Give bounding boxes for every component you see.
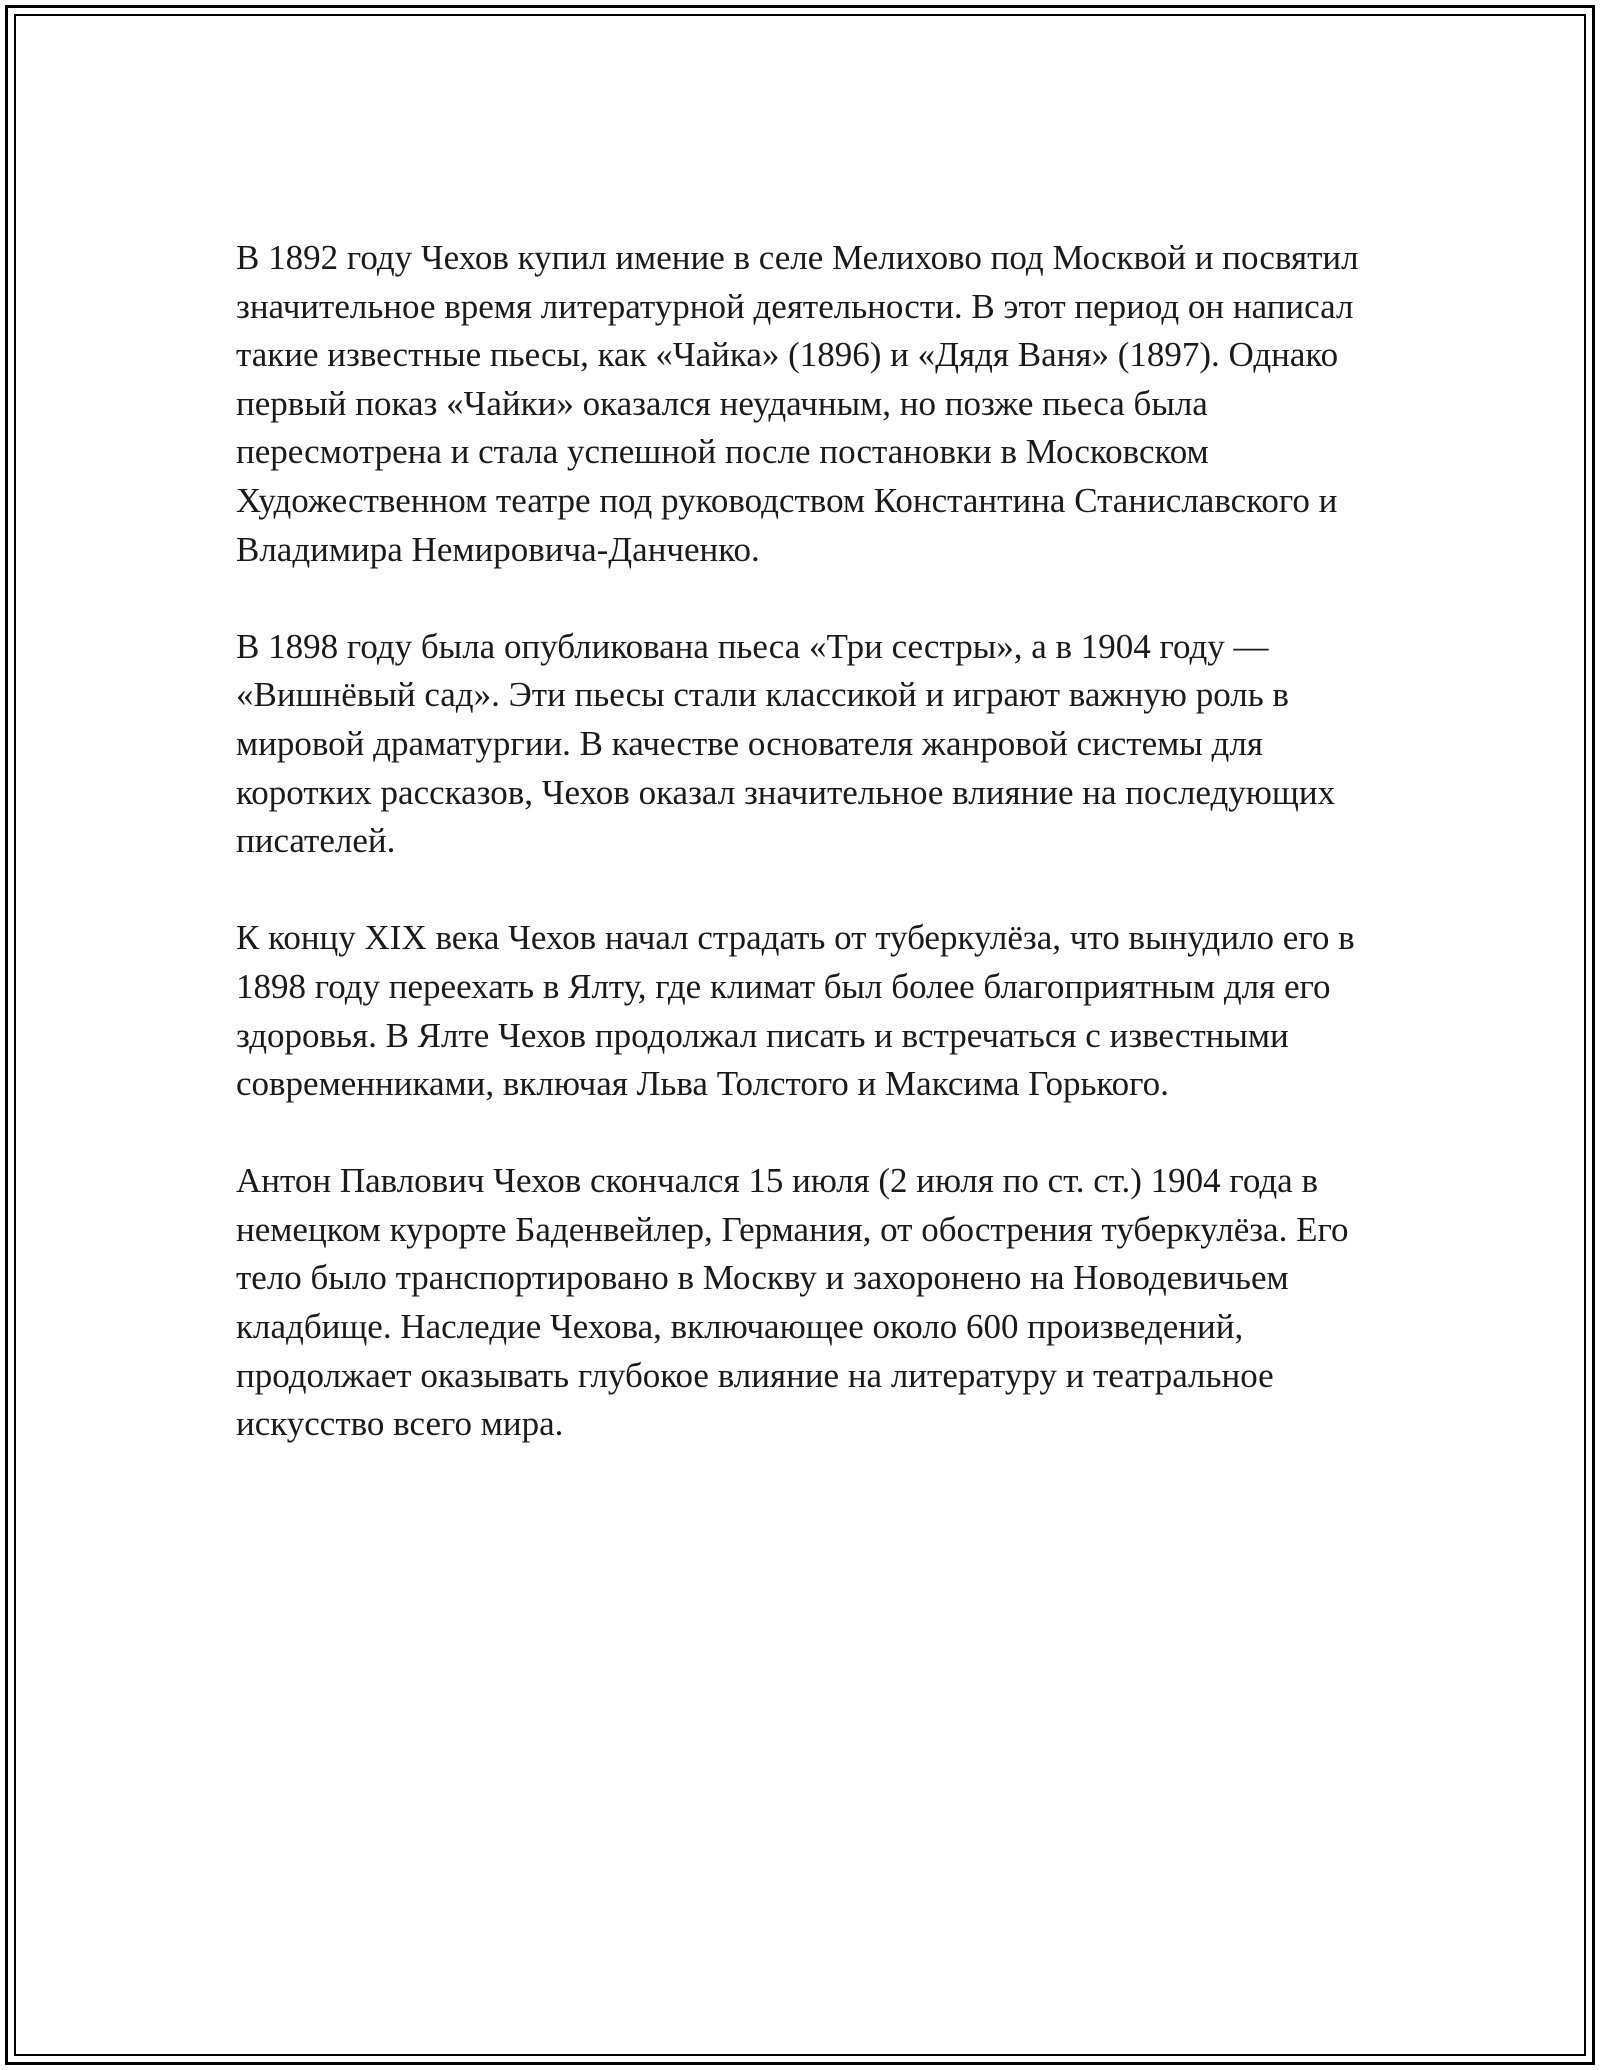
paragraph-three-sisters: В 1898 году была опубликована пьеса «Три сестры», а в 1904 году — «Вишнёвый сад». Эти пьесы стали классикой и играют важную роль в мировой драматургии. В качестве основателя жанровой системы для коротких рассказов, Чехов оказал значительное влияние на последующих писателей. bbox=[236, 626, 1336, 861]
document-body bbox=[236, 234, 1376, 1497]
paragraph-melikhovo: В 1892 году Чехов купил имение в селе Мелихово под Москвой и посвятил значительное время литературной деятельности. В этот период он написал такие известные пьесы, как «Чайка» (1896) и «Дядя Ваня» (1897). Однако первый показ «Чайки» оказался неудачным, но позже пьеса была пересмотрена и стала успешной после постановки в Московском Художественном театре под руководством Константина Станиславского и Владимира Немировича-Данченко. bbox=[236, 238, 1359, 569]
paragraph-yalta: К концу XIX века Чехов начал страдать от туберкулёза, что вынудило его в 1898 году переехать в Ялту, где климат был более благоприятным для его здоровья. В Ялте Чехов продолжал писать и встречаться с известными современниками, включая Льва Толстого и Максима Горького. bbox=[236, 918, 1355, 1104]
paragraph-death-legacy: Антон Павлович Чехов скончался 15 июля (2 июля по ст. ст.) 1904 года в немецком курорте Баденвейлер, Германия, от обострения туберкулёза. Его тело было транспортировано в Москву и захоронено на Новодевичьем кладбище. Наследие Чехова, включающее около 600 произведений, продолжает оказывать глубокое влияние на литературу и театральное искусство всего мира. bbox=[236, 1161, 1349, 1444]
